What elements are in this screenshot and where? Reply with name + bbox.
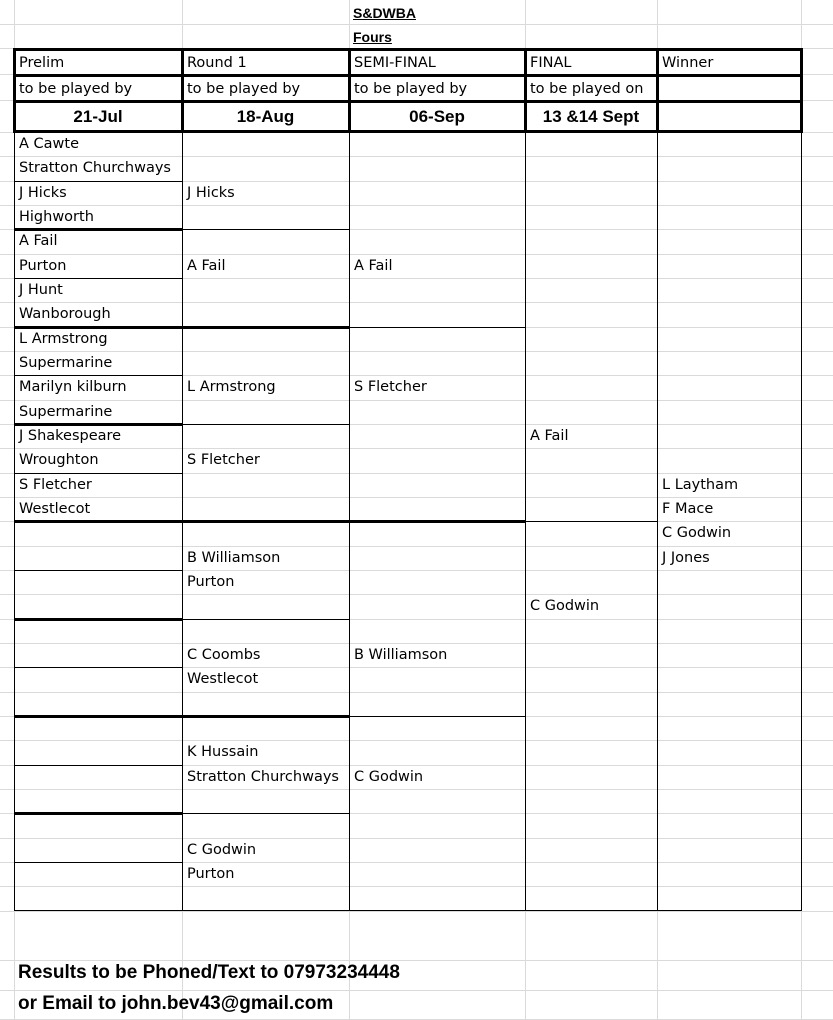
gridline bbox=[0, 692, 833, 693]
prelim-entry: Wanborough bbox=[19, 306, 111, 322]
gridline bbox=[0, 886, 833, 887]
border bbox=[182, 326, 350, 329]
prelim-entry: Wroughton bbox=[19, 452, 99, 468]
border bbox=[181, 48, 184, 133]
border bbox=[525, 521, 658, 522]
border bbox=[13, 74, 803, 77]
prelim-entry: J Hunt bbox=[19, 282, 63, 298]
col-label-final: FINAL bbox=[530, 55, 572, 71]
round1-entry: Westlecot bbox=[187, 671, 259, 687]
gridline bbox=[0, 911, 833, 912]
winner-entry: L Laytham bbox=[662, 477, 739, 493]
semifinal-entry: B Williamson bbox=[354, 647, 448, 663]
prelim-entry: Supermarine bbox=[19, 404, 113, 420]
col-label-round1: Round 1 bbox=[187, 55, 247, 71]
round1-entry: J Hicks bbox=[187, 185, 235, 201]
gridline bbox=[0, 302, 833, 303]
gridline bbox=[0, 740, 833, 741]
border bbox=[14, 715, 183, 718]
col-label-winner: Winner bbox=[662, 55, 714, 71]
round1-entry: B Williamson bbox=[187, 550, 281, 566]
prelim-entry: S Fletcher bbox=[19, 477, 92, 493]
round1-entry: A Fail bbox=[187, 258, 226, 274]
round1-entry: C Coombs bbox=[187, 647, 261, 663]
gridline bbox=[0, 448, 833, 449]
border bbox=[182, 424, 350, 425]
border bbox=[349, 327, 526, 328]
gridline bbox=[0, 254, 833, 255]
prelim-entry: Supermarine bbox=[19, 355, 113, 371]
border bbox=[14, 570, 183, 571]
gridline bbox=[0, 838, 833, 839]
prelim-entry: J Hicks bbox=[19, 185, 67, 201]
prelim-entry: Stratton Churchways bbox=[19, 160, 171, 176]
border bbox=[656, 48, 659, 133]
gridline bbox=[0, 351, 833, 352]
round1-entry: L Armstrong bbox=[187, 379, 276, 395]
border bbox=[349, 716, 526, 717]
semifinal-entry: C Godwin bbox=[354, 769, 424, 785]
col-label-semifinal: SEMI-FINAL bbox=[354, 55, 436, 71]
gridline bbox=[0, 960, 833, 961]
semifinal-entry: S Fletcher bbox=[354, 379, 427, 395]
gridline bbox=[0, 990, 833, 991]
border bbox=[13, 130, 803, 133]
round1-entry: S Fletcher bbox=[187, 452, 260, 468]
prelim-entry: Highworth bbox=[19, 209, 94, 225]
winner-entry: F Mace bbox=[662, 501, 714, 517]
border bbox=[13, 48, 16, 133]
border bbox=[524, 48, 527, 133]
col-sub-round1: to be played by bbox=[187, 81, 301, 97]
border bbox=[182, 229, 350, 230]
border bbox=[800, 48, 803, 133]
footer-email: or Email to john.bev43@gmail.com bbox=[18, 993, 334, 1014]
round1-entry: K Hussain bbox=[187, 744, 259, 760]
border bbox=[348, 48, 351, 133]
date-round1: 18-Aug bbox=[236, 107, 295, 126]
footer-phone: Results to be Phoned/Text to 07973234448 bbox=[18, 962, 400, 983]
border bbox=[349, 520, 526, 523]
prelim-entry: Westlecot bbox=[19, 501, 91, 517]
date-semifinal: 06-Sep bbox=[409, 107, 465, 126]
gridline bbox=[0, 789, 833, 790]
winner-entry: C Godwin bbox=[662, 525, 732, 541]
round1-entry: Stratton Churchways bbox=[187, 769, 339, 785]
org-title: S&DWBA bbox=[353, 5, 416, 21]
prelim-entry: L Armstrong bbox=[19, 331, 108, 347]
prelim-entry: J Shakespeare bbox=[19, 428, 122, 444]
date-final: 13 &14 Sept bbox=[542, 107, 640, 126]
col-label-prelim: Prelim bbox=[19, 55, 65, 71]
round1-entry: C Godwin bbox=[187, 842, 257, 858]
date-prelim: 21-Jul bbox=[73, 107, 123, 126]
competition-title: Fours bbox=[353, 29, 392, 45]
border bbox=[14, 667, 183, 668]
gridline bbox=[0, 205, 833, 206]
border bbox=[13, 48, 803, 51]
border bbox=[14, 812, 183, 815]
prelim-entry: Marilyn kilburn bbox=[19, 379, 127, 395]
border bbox=[182, 813, 350, 814]
winner-entry: J Jones bbox=[662, 550, 710, 566]
border bbox=[801, 132, 802, 911]
semifinal-entry: A Fail bbox=[354, 258, 393, 274]
border bbox=[182, 715, 350, 718]
border bbox=[14, 765, 183, 766]
prelim-entry: A Cawte bbox=[19, 136, 80, 152]
final-entry: A Fail bbox=[530, 428, 569, 444]
gridline bbox=[0, 24, 833, 25]
border bbox=[182, 619, 350, 620]
col-sub-prelim: to be played by bbox=[19, 81, 133, 97]
gridline bbox=[0, 400, 833, 401]
border bbox=[14, 618, 183, 621]
round1-entry: Purton bbox=[187, 574, 235, 590]
prelim-entry: A Fail bbox=[19, 233, 58, 249]
border bbox=[14, 862, 183, 863]
border bbox=[14, 910, 802, 911]
final-entry: C Godwin bbox=[530, 598, 600, 614]
prelim-entry: Purton bbox=[19, 258, 67, 274]
col-sub-final: to be played on bbox=[530, 81, 644, 97]
col-sub-semifinal: to be played by bbox=[354, 81, 468, 97]
border bbox=[13, 100, 803, 103]
round1-entry: Purton bbox=[187, 866, 235, 882]
border bbox=[182, 520, 350, 523]
gridline bbox=[0, 594, 833, 595]
